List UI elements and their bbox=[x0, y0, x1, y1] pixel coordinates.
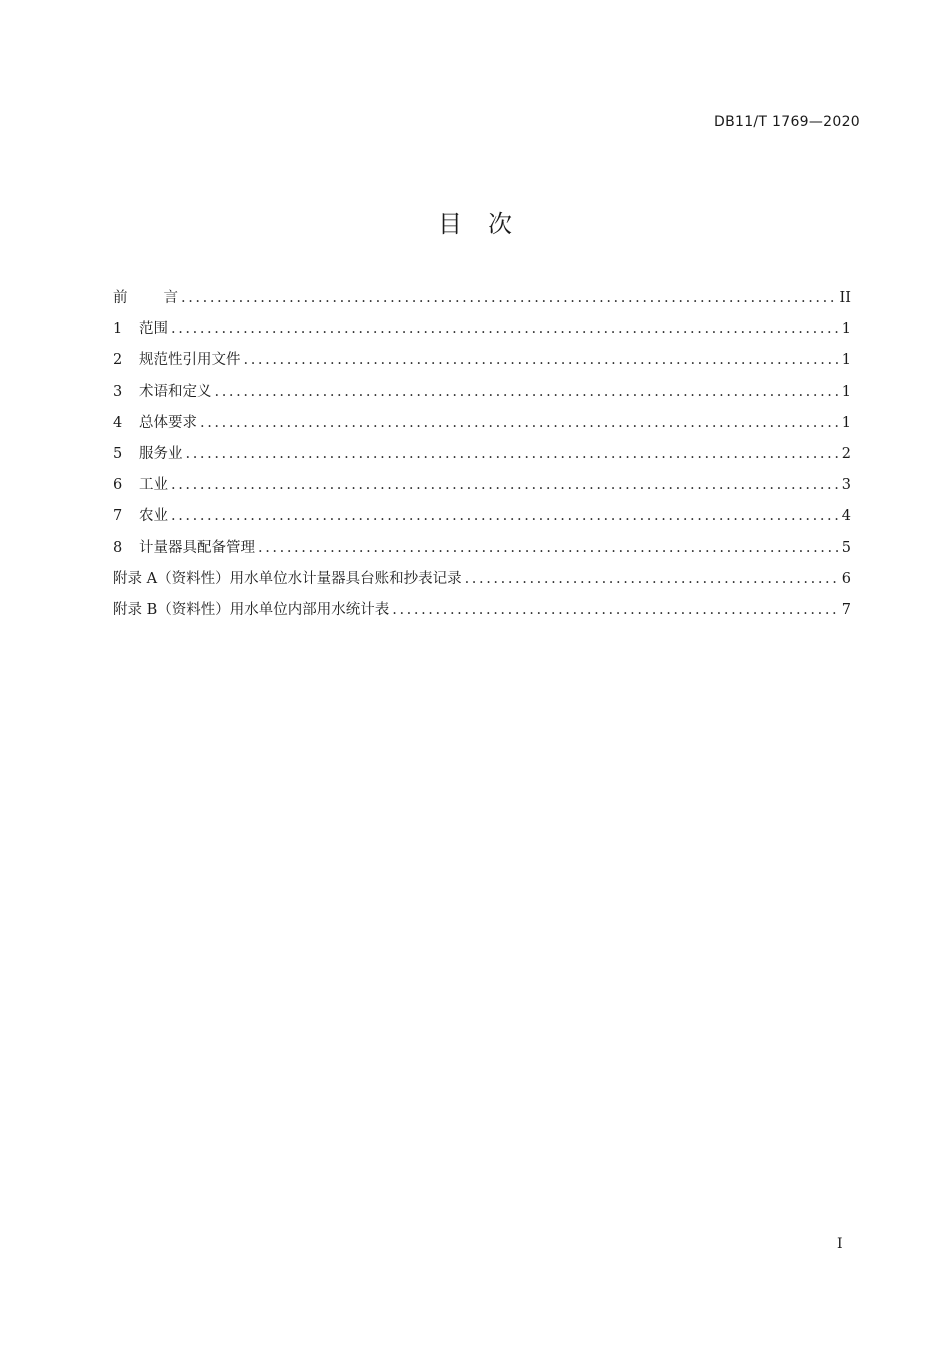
toc-entry-appendix-b[interactable] bbox=[113, 598, 851, 629]
toc-entry-page: 7 bbox=[841, 601, 851, 618]
toc-entry-number: 2 bbox=[113, 352, 123, 369]
toc-entry-page: 6 bbox=[841, 570, 851, 587]
toc-entry-8[interactable] bbox=[113, 536, 851, 567]
table-of-contents bbox=[113, 286, 851, 629]
toc-leader-dots bbox=[171, 321, 838, 337]
toc-entry-label: 工业 bbox=[139, 477, 168, 494]
toc-entry-3[interactable] bbox=[113, 380, 851, 411]
toc-entry-label: 前 言 bbox=[113, 290, 178, 306]
toc-leader-dots bbox=[200, 415, 838, 431]
toc-leader-dots bbox=[392, 602, 838, 618]
toc-leader-dots bbox=[181, 290, 837, 306]
toc-entry-number: 8 bbox=[113, 539, 123, 556]
toc-leader-dots bbox=[171, 508, 838, 524]
toc-entry-label: 农业 bbox=[139, 508, 168, 525]
toc-entry-number: 1 bbox=[113, 321, 123, 338]
page-title bbox=[0, 204, 950, 239]
toc-entry-1[interactable] bbox=[113, 317, 851, 348]
toc-entry-label: 范围 bbox=[139, 321, 168, 338]
toc-entry-7[interactable] bbox=[113, 504, 851, 535]
toc-entry-page: 1 bbox=[841, 414, 851, 431]
toc-entry-label: 附录 B（资料性）用水单位内部用水统计表 bbox=[113, 601, 390, 618]
toc-entry-label: 术语和定义 bbox=[139, 383, 212, 400]
document-code: DB11/T 1769—2020 bbox=[714, 114, 860, 130]
toc-entry-preface[interactable] bbox=[113, 286, 851, 317]
toc-entry-number: 6 bbox=[113, 477, 123, 494]
toc-entry-4[interactable] bbox=[113, 411, 851, 442]
toc-leader-dots bbox=[186, 446, 839, 462]
toc-entry-number: 7 bbox=[113, 508, 123, 525]
toc-entry-page: 4 bbox=[841, 508, 851, 525]
toc-leader-dots bbox=[215, 384, 839, 400]
toc-entry-label: 规范性引用文件 bbox=[139, 352, 241, 369]
page-number: I bbox=[837, 1236, 843, 1252]
title-char-2: 次 bbox=[488, 210, 512, 238]
toc-leader-dots bbox=[258, 540, 838, 556]
toc-entry-appendix-a[interactable] bbox=[113, 567, 851, 598]
toc-entry-page: 1 bbox=[841, 321, 851, 338]
toc-entry-page: II bbox=[839, 290, 851, 306]
toc-entry-2[interactable] bbox=[113, 348, 851, 379]
toc-entry-5[interactable] bbox=[113, 442, 851, 473]
toc-leader-dots bbox=[244, 352, 839, 368]
toc-entry-number: 5 bbox=[113, 445, 123, 462]
toc-entry-page: 2 bbox=[841, 445, 851, 462]
toc-entry-label: 服务业 bbox=[139, 445, 183, 462]
toc-entry-page: 5 bbox=[841, 539, 851, 556]
toc-entry-page: 3 bbox=[841, 477, 851, 494]
toc-entry-label: 计量器具配备管理 bbox=[139, 539, 255, 556]
toc-entry-page: 1 bbox=[841, 352, 851, 369]
toc-entry-number: 3 bbox=[113, 383, 123, 400]
title-char-1: 目 bbox=[438, 210, 462, 238]
toc-entry-6[interactable] bbox=[113, 473, 851, 504]
toc-leader-dots bbox=[465, 571, 838, 587]
toc-leader-dots bbox=[171, 477, 838, 493]
toc-entry-page: 1 bbox=[841, 383, 851, 400]
toc-entry-label: 总体要求 bbox=[139, 414, 197, 431]
toc-entry-label: 附录 A（资料性）用水单位水计量器具台账和抄表记录 bbox=[113, 570, 462, 587]
toc-entry-number: 4 bbox=[113, 414, 123, 431]
